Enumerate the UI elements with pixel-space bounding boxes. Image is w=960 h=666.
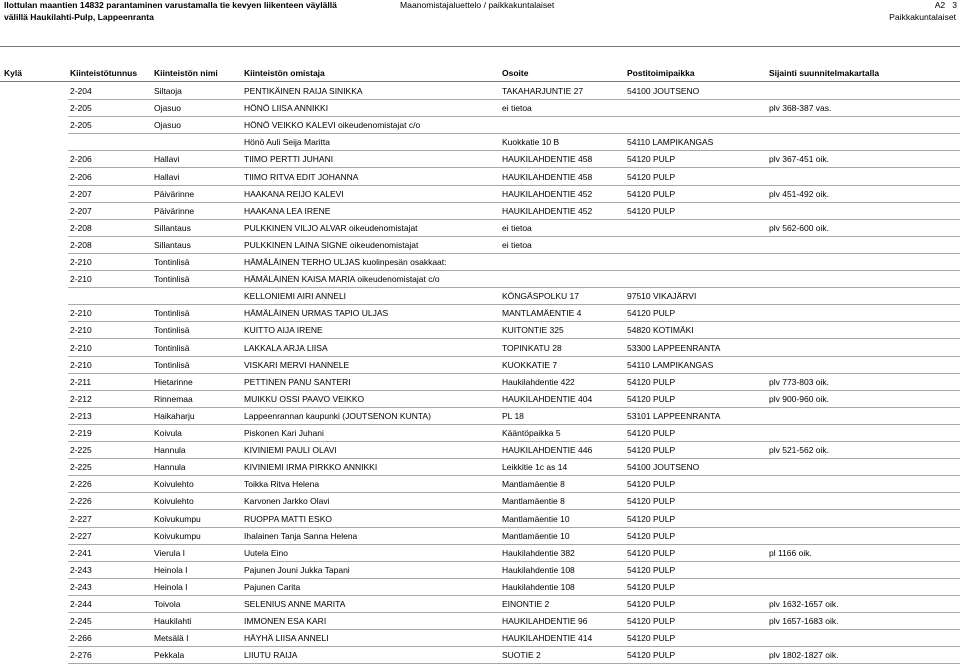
cell-address: SUOTIE 2 [502,650,541,661]
table-row [68,579,960,596]
cell-owner: HÖNÖ LIISA ANNIKKI [244,103,329,114]
cell-address: EINONTIE 2 [502,599,550,609]
table-row [68,322,960,339]
table-row [68,425,960,442]
cell-owner: PULKKINEN LAINA SIGNE oikeudenomistajat [244,239,419,250]
cell-map-location: plv 773-803 oik. [769,376,830,387]
cell-owner: LIIUTU RAIJA [244,650,298,661]
cell-owner: TIIMO RITVA EDIT JOHANNA [244,171,359,182]
cell-property-name: Haikaharju [154,410,195,421]
col-header-owner: Kiinteistön omistaja [244,68,325,78]
document-title-line-1: Ilottulan maantien 14832 parantaminen varustamalla tie kevyen liikenteen väylällä [4,0,337,10]
cell-map-location: plv 521-562 oik. [769,445,830,456]
cell-post-office: 53101 LAPPEENRANTA [627,410,721,421]
cell-map-location: plv 562-600 oik. [769,222,830,233]
cell-address: KÖNGÄSPOLKU 17 [502,291,580,302]
cell-address: HAUKILAHDENTIE 458 [502,171,593,182]
cell-property-id: 2-212 [70,393,92,404]
cell-property-id: 2-211 [70,376,92,387]
cell-property-name: Haukilahti [154,616,192,627]
cell-owner: PULKKINEN VILJO ALVAR oikeudenomistajat [244,222,418,233]
table-row [68,100,960,117]
cell-post-office: 54120 PULP [627,547,676,558]
cell-map-location: plv 1632-1657 oik. [769,599,839,609]
cell-post-office: 54820 KOTIMÄKI [627,325,694,336]
cell-post-office: 54100 JOUTSENO [627,462,700,473]
cell-post-office: 54120 PULP [627,650,676,661]
cell-owner: Uutela Eino [244,547,288,558]
list-category: Paikkakuntalaiset [889,12,956,22]
cell-address: HAUKILAHDENTIE 458 [502,154,593,165]
table-row [68,613,960,630]
cell-property-id: 2-210 [70,257,92,267]
cell-address: Kuokkatie 10 B [502,137,560,148]
cell-property-name: Tontinlisä [154,257,190,267]
cell-owner: Toikka Ritva Helena [244,479,320,490]
cell-property-id: 2-204 [70,86,92,96]
cell-owner: PETTINEN PANU SANTERI [244,376,351,387]
table-row [68,596,960,613]
cell-property-id: 2-210 [70,342,92,353]
cell-property-id: 2-241 [70,547,92,558]
table-row [68,237,960,254]
cell-map-location: pl 1166 oik. [769,547,812,558]
cell-address: Haukilahdentie 382 [502,547,575,558]
cell-post-office: 97510 VIKAJÄRVI [627,291,697,302]
col-header-address: Osoite [502,68,529,78]
cell-property-id: 2-210 [70,274,92,285]
cell-owner: KIVINIEMI PAULI OLAVI [244,445,337,456]
cell-property-name: Koivulehto [154,479,194,490]
cell-property-id: 2-225 [70,445,92,456]
cell-address: KUOKKATIE 7 [502,359,558,370]
cell-owner: RUOPPA MATTI ESKO [244,513,333,524]
cell-post-office: 54120 PULP [627,513,676,524]
cell-post-office: 54110 LAMPIKANGAS [627,137,714,148]
cell-address: Leikkitie 1c as 14 [502,462,568,473]
cell-address: Mantlamäentie 8 [502,479,565,490]
cell-post-office: 54120 PULP [627,171,676,182]
cell-property-id: 2-266 [70,633,92,644]
cell-property-name: Päivärinne [154,188,195,199]
cell-property-name: Koivukumpu [154,530,201,541]
cell-property-name: Toivola [154,599,181,609]
cell-property-name: Hallavi [154,171,180,182]
cell-property-id: 2-208 [70,222,92,233]
cell-owner: Ihalainen Tanja Sanna Helena [244,530,358,541]
table-row [68,647,960,664]
cell-property-id: 2-207 [70,205,92,216]
table-row [68,391,960,408]
cell-address: HAUKILAHDENTIE 414 [502,633,593,644]
table-row [68,169,960,186]
col-header-village: Kylä [4,68,22,78]
cell-property-name: Hallavi [154,154,180,165]
cell-owner: Pajunen Jouni Jukka Tapani [244,564,350,575]
cell-owner: Piskonen Kari Juhani [244,428,324,438]
table-header-row [0,66,960,82]
cell-post-office: 54120 PULP [627,393,676,404]
cell-property-name: Koivukumpu [154,513,201,524]
table-row [68,476,960,493]
cell-property-id: 2-243 [70,564,92,575]
cell-property-name: Pekkala [154,650,185,661]
table-row [68,511,960,528]
table-row [68,357,960,374]
table-row [68,83,960,100]
cell-property-name: Rinnemaa [154,393,193,404]
table-row [68,630,960,647]
cell-post-office: 54120 PULP [627,308,676,319]
cell-address: Mantlamäentie 8 [502,496,565,507]
cell-property-id: 2-205 [70,120,92,131]
cell-post-office: 54120 PULP [627,581,676,592]
cell-owner: KIVINIEMI IRMA PIRKKO ANNIKKI [244,462,378,473]
table-row [68,528,960,545]
cell-post-office: 54120 PULP [627,616,676,627]
cell-map-location: plv 900-960 oik. [769,393,830,404]
table-row [68,134,960,151]
cell-owner: Hönö Auli Seija Maritta [244,137,330,148]
cell-owner: LAKKALA ARJA LIISA [244,342,328,353]
col-header-map-location: Sijainti suunnitelmakartalla [769,68,880,78]
cell-owner: HÄMÄLÄINEN TERHO ULJAS kuolinpesän osakkaat: [244,257,447,267]
cell-property-name: Tontinlisä [154,325,190,336]
cell-property-id: 2-210 [70,359,92,370]
cell-property-name: Hannula [154,462,186,473]
table-row [68,151,960,168]
cell-address: Mantlamäentie 10 [502,530,570,541]
cell-post-office: 54120 PULP [627,376,676,387]
cell-post-office: 54120 PULP [627,599,676,609]
cell-owner: HÄYHÄ LIISA ANNELI [244,633,329,644]
table-row [68,117,960,134]
cell-property-id: 2-208 [70,239,92,250]
page-number: 3 [952,0,957,10]
cell-owner: HÄMÄLÄINEN KAISA MARIA oikeudenomistajat c/o [244,274,440,285]
cell-owner: MUIKKU OSSI PAAVO VEIKKO [244,393,365,404]
cell-address: Haukilahdentie 108 [502,564,575,575]
cell-property-id: 2-210 [70,325,92,336]
col-header-property-name: Kiinteistön nimi [154,68,218,78]
cell-owner: KELLONIEMI AIRI ANNELI [244,291,347,302]
cell-post-office: 54120 PULP [627,154,676,165]
table-row [68,442,960,459]
cell-owner: PENTIKÄINEN RAIJA SINIKKA [244,86,363,96]
cell-post-office: 54120 PULP [627,564,676,575]
cell-property-name: Ojasuo [154,103,181,114]
cell-owner: Lappeenrannan kaupunki (JOUTSENON KUNTA) [244,410,431,421]
cell-property-id: 2-225 [70,462,92,473]
cell-map-location: plv 451-492 oik. [769,188,830,199]
cell-property-name: Heinola I [154,581,188,592]
table-row [68,271,960,288]
cell-post-office: 54100 JOUTSENO [627,86,700,96]
table-row [68,545,960,562]
cell-address: Haukilahdentie 422 [502,376,575,387]
cell-property-name: Sillantaus [154,239,191,250]
cell-address: TAKAHARJUNTIE 27 [502,86,584,96]
table-row [68,203,960,220]
document-title-line-2: välillä Haukilahti-Pulp, Lappeenranta [4,12,154,22]
cell-map-location: plv 368-387 vas. [769,103,832,114]
cell-owner: Pajunen Carita [244,581,301,592]
cell-property-name: Siltaoja [154,86,182,96]
cell-address: HAUKILAHDENTIE 96 [502,616,588,627]
header-divider [0,46,960,47]
table-row [68,493,960,510]
cell-owner: IMMONEN ESA KARI [244,616,327,627]
cell-property-id: 2-213 [70,410,92,421]
cell-property-name: Metsälä I [154,633,189,644]
cell-property-id: 2-205 [70,103,92,114]
cell-address: HAUKILAHDENTIE 452 [502,188,593,199]
table-row [68,459,960,476]
cell-address: Mantlamäentie 10 [502,513,570,524]
cell-property-id: 2-206 [70,154,92,165]
cell-property-id: 2-219 [70,428,92,438]
cell-property-id: 2-206 [70,171,92,182]
cell-property-id: 2-226 [70,479,92,490]
cell-property-name: Hietarinne [154,376,193,387]
cell-property-id: 2-207 [70,188,92,199]
cell-address: TOPINKATU 28 [502,342,562,353]
cell-owner: VISKARI MERVI HANNELE [244,359,350,370]
cell-property-name: Hannula [154,445,186,456]
list-title: Maanomistajaluettelo / paikkakuntalaiset [400,0,555,10]
cell-address: MANTLAMÄENTIE 4 [502,308,582,319]
table-row [68,562,960,579]
cell-property-id: 2-210 [70,308,92,319]
cell-property-id: 2-227 [70,530,92,541]
cell-property-name: Tontinlisä [154,308,190,319]
cell-property-name: Sillantaus [154,222,191,233]
cell-property-id: 2-243 [70,581,92,592]
cell-property-name: Heinola I [154,564,188,575]
cell-property-name: Tontinlisä [154,274,190,285]
cell-address: Haukilahdentie 108 [502,581,575,592]
cell-address: Kääntöpaikka 5 [502,428,561,438]
cell-property-name: Tontinlisä [154,359,190,370]
cell-post-office: 54120 PULP [627,633,676,644]
cell-property-name: Koivula [154,428,182,438]
cell-address: ei tietoa [502,103,532,114]
table-row [68,254,960,271]
cell-owner: SELENIUS ANNE MARITA [244,599,346,609]
cell-address: HAUKILAHDENTIE 404 [502,393,593,404]
cell-address: HAUKILAHDENTIE 446 [502,445,593,456]
cell-post-office: 54120 PULP [627,428,676,438]
cell-post-office: 54120 PULP [627,530,676,541]
cell-property-id: 2-226 [70,496,92,507]
cell-property-name: Päivärinne [154,205,195,216]
table-row [68,288,960,305]
cell-post-office: 54120 PULP [627,445,676,456]
cell-owner: HAAKANA LEA IRENE [244,205,331,216]
table-row [68,220,960,237]
col-header-post-office: Postitoimipaikka [627,68,695,78]
cell-post-office: 53300 LAPPEENRANTA [627,342,721,353]
cell-owner: HÄMÄLÄINEN URMAS TAPIO ULJAS [244,308,389,319]
cell-property-name: Vierula I [154,547,186,558]
cell-property-id: 2-276 [70,650,92,661]
cell-post-office: 54120 PULP [627,188,676,199]
cell-owner: HÖNÖ VEIKKO KALEVI oikeudenomistajat c/o [244,120,421,131]
cell-property-name: Koivulehto [154,496,194,507]
cell-owner: HAAKANA REIJO KALEVI [244,188,344,199]
cell-map-location: plv 1657-1683 oik. [769,616,839,627]
cell-post-office: 54120 PULP [627,205,676,216]
col-header-property-id: Kiinteistötunnus [70,68,138,78]
cell-address: ei tietoa [502,222,532,233]
table-row [68,374,960,391]
cell-address: KUITONTIE 325 [502,325,564,336]
owner-table-body [68,83,960,665]
cell-property-id: 2-227 [70,513,92,524]
cell-post-office: 54110 LAMPIKANGAS [627,359,714,370]
cell-address: PL 18 [502,410,524,421]
sheet-id: A2 [934,0,946,10]
cell-address: ei tietoa [502,239,532,250]
table-row [68,186,960,203]
cell-address: HAUKILAHDENTIE 452 [502,205,593,216]
cell-post-office: 54120 PULP [627,479,676,490]
cell-property-id: 2-245 [70,616,92,627]
sheet-info [935,0,957,11]
table-row [68,305,960,322]
cell-map-location: plv 367-451 oik. [769,154,830,165]
cell-property-name: Tontinlisä [154,342,190,353]
cell-post-office: 54120 PULP [627,496,676,507]
cell-owner: KUITTO AIJA IRENE [244,325,323,336]
cell-map-location: plv 1802-1827 oik. [769,650,839,661]
cell-property-id: 2-244 [70,599,92,609]
cell-owner: TIIMO PERTTI JUHANI [244,154,334,165]
table-row [68,408,960,425]
table-row [68,340,960,357]
cell-property-name: Ojasuo [154,120,181,131]
cell-owner: Karvonen Jarkko Olavi [244,496,330,507]
